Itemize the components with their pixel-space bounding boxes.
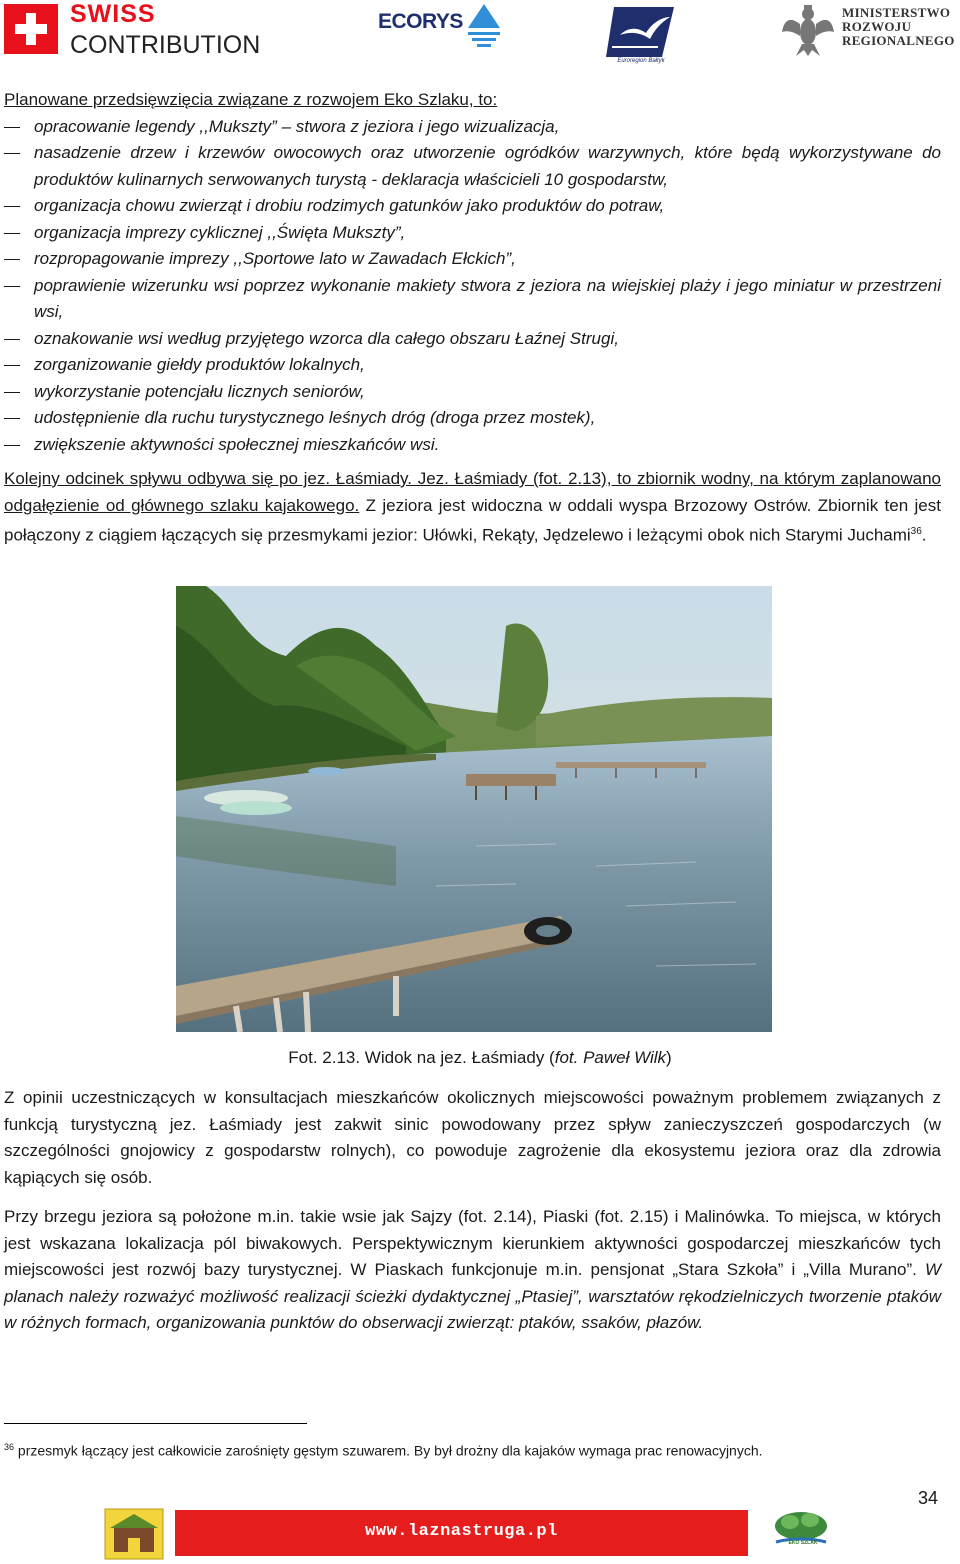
list-item: poprawienie wizerunku wsi poprzez wykonanie makiety stwora z jeziora na wiejskiej plaży i jego miniatur w przestrzeni wsi, <box>4 273 941 326</box>
footnote-reference[interactable]: 36 <box>910 526 922 537</box>
pollution-paragraph: Z opinii uczestniczących w konsultacjach mieszkańców okolicznych miejscowości poważnym problemem związanych z funkcją turystyczną jez. Łaśmiady jest zakwit sinic powodowany przez spływ zanieczyszczeń gospodarczych (w szczególności gnojowicy z gospodarstw rolnych), co powoduje zagrożenie dla ekosystemu jeziora oraz dla zdrowia kąpiących się osób. <box>4 1088 941 1187</box>
lake-description-paragraph <box>4 466 941 549</box>
list-item: rozpropagowanie imprezy ,,Sportowe lato w Zawadach Ełckich”, <box>4 246 941 273</box>
list-item: oznakowanie wsi według przyjętego wzorca dla całego obszaru Łaźnej Strugi, <box>4 326 941 353</box>
list-item: zorganizowanie giełdy produktów lokalnych, <box>4 352 941 379</box>
caption-author: fot. Paweł Wilk <box>554 1048 667 1067</box>
swiss-contribution-logo-top: SWISS <box>70 0 156 28</box>
ministry-line-1: MINISTERSTWO <box>842 5 951 20</box>
swiss-contribution-logo-bottom: CONTRIBUTION <box>70 31 261 59</box>
local-action-group-logo <box>104 1508 164 1560</box>
list-item: opracowanie legendy ,,Mukszty” – stwora z jeziora i jego wizualizacja, <box>4 114 941 141</box>
lake-photo <box>176 586 772 1032</box>
eko-szlak-caption: EKO SZLAK <box>788 1540 818 1546</box>
footnote-separator <box>4 1423 307 1424</box>
ministry-logo-text <box>842 6 955 48</box>
footnote-number: 36 <box>4 1442 15 1452</box>
website-link[interactable]: www.laznastruga.pl <box>365 1522 558 1541</box>
list-item: nasadzenie drzew i krzewów owocowych oraz utworzenie ogródków warzywnych, które będą wykorzystywane do produktów kulinarnych serwowanych turystą - deklaracja właścicieli 10 gospodarstw, <box>4 140 941 193</box>
villages-paragraph <box>4 1204 941 1337</box>
planned-actions-list <box>4 114 941 459</box>
paragraph-end: . <box>921 525 927 545</box>
paragraph-text: Z jeziora jest widoczna w oddali wyspa Brzozowy Ostrów. Zbiornik ten jest połączony z ciągiem łączących się przesmykami jezior: Ułówki, Rekąty, Jędzelewo i leżącymi obok nich Starymi Juchami <box>4 495 941 545</box>
list-item: wykorzystanie potencjału licznych seniorów, <box>4 379 941 406</box>
list-item: zwiększenie aktywności społecznej mieszkańców wsi. <box>4 432 941 459</box>
photo-caption <box>0 1045 960 1071</box>
ministry-line-2: ROZWOJU <box>842 19 912 34</box>
caption-end: ) <box>666 1048 672 1067</box>
polish-eagle-icon <box>780 2 836 58</box>
caption-text: Fot. 2.13. Widok na jez. Łaśmiady ( <box>288 1048 555 1067</box>
villages-text: Przy brzegu jeziora są położone m.in. takie wsie jak Sajzy (fot. 2.14), Piaski (fot. 2.15) i Malinówka. To miejsca, w których jest wskazana lokalizacja pól biwakowych. Perspektywicznym kierunkiem aktywności gospodarczej mieszkańców tych miejscowości jest rozwój bazy turystycznej. W Piaskach funkcjonuje m.in. pensjonat „Stara Szkoła” i „Villa Murano”. <box>4 1207 941 1279</box>
footer-banner <box>175 1510 748 1556</box>
euroregion-caption: Euroregion Bałtyk <box>617 58 665 64</box>
page-header <box>0 0 960 70</box>
paragraph-underlined-text: Kolejny odcinek spływu odbywa się po jez. Łaśmiady. Jez. Łaśmiady (fot. 2.13), to zbiornik wodny, na którym zaplanowano odgałęzienie od głównego szlaku kajakowego. <box>4 469 941 515</box>
euroregion-baltyk-logo <box>606 3 676 58</box>
ministry-line-3: REGIONALNEGO <box>842 33 955 48</box>
list-item: udostępnienie dla ruchu turystycznego leśnych dróg (droga przez mostek), <box>4 405 941 432</box>
villages-italic-text: W planach należy rozważyć możliwość realizacji ścieżki dydaktycznej „Ptasiej”, warsztatów rękodzielniczych tworzenie ptaków w różnych formach, organizowania punktów do obserwacji zwierząt: ptaków, ssaków, płazów. <box>4 1260 941 1332</box>
footnote-text: przesmyk łączący jest całkowicie zarośnięty gęstym szuwarem. By był drożny dla kajaków wymaga prac renowacyjnych. <box>14 1442 763 1459</box>
list-item: organizacja chowu zwierząt i drobiu rodzimych gatunków jako produktów do potraw, <box>4 193 941 220</box>
list-intro: Planowane przedsięwzięcia związane z rozwojem Eko Szlaku, to: <box>4 90 498 109</box>
planned-actions-section <box>4 87 941 458</box>
list-item: organizacja imprezy cyklicznej ,,Święta Mukszty”, <box>4 220 941 247</box>
footnote <box>4 1438 763 1460</box>
swiss-flag-logo <box>4 4 58 54</box>
eko-szlak-logo <box>770 1508 832 1558</box>
ecorys-logo-text: ECORYS <box>378 10 463 33</box>
ecorys-mountain-icon <box>466 2 502 52</box>
page-number: 34 <box>918 1488 939 1508</box>
